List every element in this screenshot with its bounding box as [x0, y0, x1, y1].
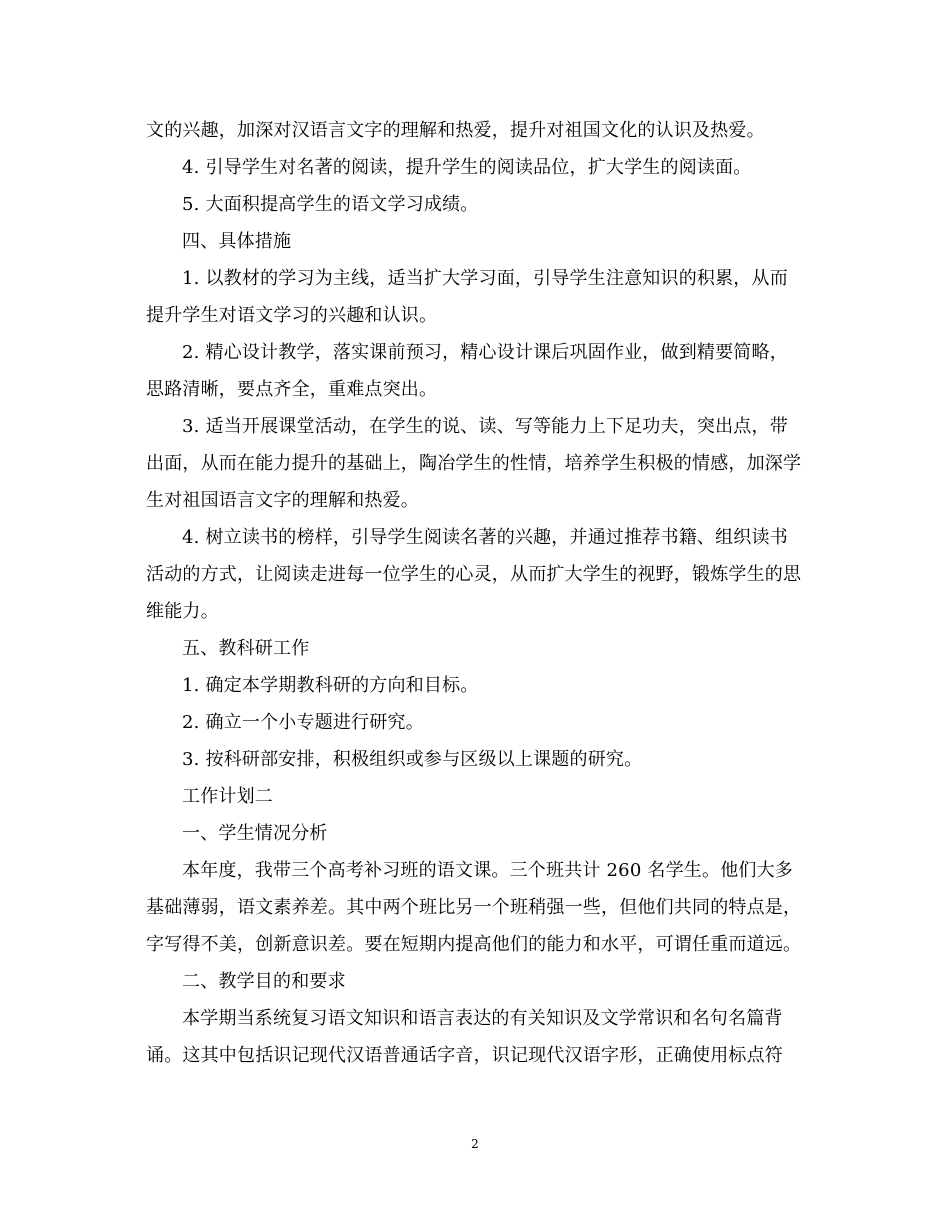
paragraph-research-1: 1. 确定本学期教科研的方向和目标。	[182, 675, 479, 696]
paragraph-goal-5: 5. 大面积提高学生的语文学习成绩。	[182, 194, 479, 215]
page-number: 2	[471, 1137, 479, 1151]
paragraph-measure-1: 1. 以教材的学习为主线，适当扩大学习面，引导学生注意知识的积累，从而提升学生对语文学习的兴趣和认识。	[146, 268, 788, 326]
document-body	[146, 112, 804, 1074]
paragraph-goal-4: 4. 引导学生对名著的阅读，提升学生的阅读品位，扩大学生的阅读面。	[182, 157, 752, 178]
paragraph-measure-2: 2. 精心设计教学，落实课前预习，精心设计课后巩固作业，做到精要简略，思路清晰，要点齐全，重难点突出。	[146, 342, 788, 400]
paragraph-students: 本年度，我带三个高考补习班的语文课。三个班共计 260 名学生。他们大多基础薄弱，语文素养差。其中两个班比另一个班稍强一些，但他们共同的特点是，字写得不美，创新意识差。要在短期内提高他们的能力和水平，可谓任重而道远。	[146, 860, 802, 955]
paragraph-measure-3: 3. 适当开展课堂活动，在学生的说、读、写等能力上下足功夫，突出点，带出面，从而在能力提升的基础上，陶冶学生的性情，培养学生积极的情感，加深学生对祖国语言文字的理解和热爱。	[146, 416, 802, 511]
section-heading-research: 五、教科研工作	[182, 638, 310, 659]
paragraph-measure-4: 4. 树立读书的榜样，引导学生阅读名著的兴趣，并通过推荐书籍、组织读书活动的方式，让阅读走进每一位学生的心灵，从而扩大学生的视野，锻炼学生的思维能力。	[146, 527, 802, 622]
section-heading-measures: 四、具体措施	[182, 231, 292, 252]
section-heading-objectives: 二、教学目的和要求	[182, 971, 346, 992]
paragraph-research-3: 3. 按科研部安排，积极组织或参与区级以上课题的研究。	[182, 749, 643, 770]
paragraph-research-2: 2. 确立一个小专题进行研究。	[182, 712, 424, 733]
plan-two-heading: 工作计划二	[182, 786, 273, 807]
section-heading-students: 一、学生情况分析	[182, 823, 328, 844]
paragraph-objectives: 本学期当系统复习语文知识和语言表达的有关知识及文学常识和名句名篇背诵。这其中包括识记现代汉语普通话字音，识记现代汉语字形，正确使用标点符	[146, 1008, 783, 1066]
paragraph-continuation: 文的兴趣，加深对汉语言文字的理解和热爱，提升对祖国文化的认识及热爱。	[146, 120, 765, 141]
